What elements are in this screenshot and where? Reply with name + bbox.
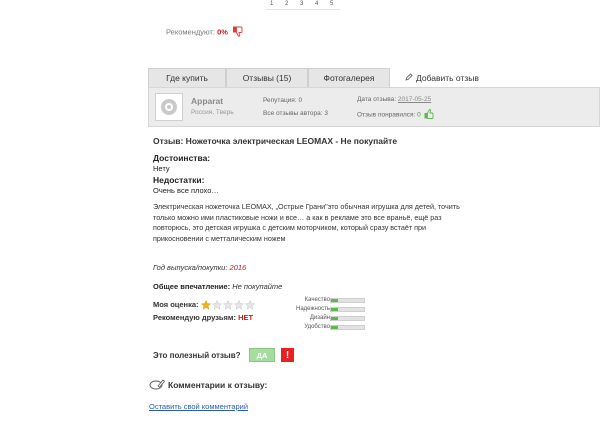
author-all-reviews[interactable]: Все отзывы автора: 3 <box>263 110 328 117</box>
purchase-year-value: 2016 <box>229 263 247 272</box>
criteria-bar <box>330 325 365 330</box>
author-name[interactable]: Apparat <box>191 96 224 106</box>
criteria-bar-fill <box>331 326 338 329</box>
page-link-1[interactable]: 1 <box>270 1 274 7</box>
review-date <box>357 96 431 103</box>
recommend-summary <box>166 26 243 39</box>
useful-question: Это полезный отзыв? <box>153 351 241 360</box>
thumb-down-icon <box>232 26 243 39</box>
leave-comment-link[interactable]: Оставить свой комментарий <box>149 402 249 411</box>
comment-pencil-icon <box>149 378 165 392</box>
criteria-bar-fill <box>331 317 338 320</box>
page-link-2[interactable]: 2 <box>285 1 289 7</box>
my-rating-label: Моя оценка: <box>153 300 199 309</box>
review-date-label: Дата отзыва: <box>357 96 397 103</box>
page-link-5[interactable]: 5 <box>330 1 334 7</box>
tab-add-review-label: Добавить отзыв <box>416 73 479 83</box>
recommend-friends <box>153 313 253 322</box>
advantages-text: Нету <box>153 164 170 173</box>
criteria-bar <box>330 298 365 303</box>
recommend-friends-label: Рекомендую друзьям: <box>153 313 236 322</box>
review-liked <box>357 109 434 121</box>
criteria-label: Удобство <box>304 324 330 330</box>
criteria-label: Качество <box>304 297 330 303</box>
comments-heading-label: Комментарии к отзыву: <box>168 380 268 390</box>
criteria-row <box>280 324 370 332</box>
avatar[interactable] <box>155 93 183 121</box>
page-link-4[interactable]: 4 <box>315 1 319 7</box>
tab-where-to-buy[interactable]: Где купить <box>148 68 226 87</box>
overall-impression <box>153 282 282 291</box>
criteria-bar <box>330 316 365 321</box>
review-liked-count: 0 <box>417 111 421 119</box>
recommend-friends-value: НЕТ <box>238 313 254 322</box>
criteria-label: Дизайн <box>309 315 330 321</box>
criteria-label: Надежность <box>296 306 330 312</box>
recommend-label: Рекомендуют: <box>166 27 215 37</box>
criteria-bar-fill <box>331 299 338 302</box>
purchase-year <box>153 263 246 272</box>
criteria-row <box>280 297 370 305</box>
recommend-percent: 0% <box>217 27 228 37</box>
tab-add-review[interactable] <box>390 68 500 87</box>
thumb-up-icon[interactable] <box>424 109 434 121</box>
review-body: Электрическая ножеточка LEOMAX, „Острые Грани"это обычная игрушка для детей, точить только можно ими пластиковые ножи и все… а как в рекламе это все враньё, ещё раз повторюсь, это детская игрушка с детским моторчиком, который сразу встаёт при прикосновении с метталическим ножем <box>153 202 460 243</box>
criteria-row <box>280 315 370 323</box>
pencil-icon <box>405 73 413 83</box>
review-liked-label: Отзыв понравился: <box>357 111 416 119</box>
purchase-year-label: Год выпуска/покупки: <box>153 263 228 272</box>
author-reputation: Репутация: 0 <box>263 97 303 104</box>
author-info <box>148 87 600 127</box>
comments-heading <box>149 378 267 392</box>
review-title: Отзыв: Ножеточка электрическая LEOMAX - Не покупайте <box>153 136 398 146</box>
tab-bar <box>148 68 600 87</box>
tab-reviews[interactable]: Отзывы (15) <box>226 68 308 87</box>
review-date-value[interactable]: 2017-05-25 <box>397 96 432 103</box>
useful-yes-button[interactable]: ДА <box>249 348 275 362</box>
criteria-row <box>280 306 370 314</box>
overall-impression-label: Общее впечатление: <box>153 282 231 291</box>
disadvantages-heading: Недостатки: <box>153 175 205 185</box>
pagination <box>266 0 340 10</box>
report-button[interactable]: ! <box>281 348 294 362</box>
tab-gallery[interactable]: Фотогалерея <box>308 68 390 87</box>
page-link-3[interactable]: 3 <box>300 1 304 7</box>
default-avatar-icon <box>159 97 179 117</box>
advantages-heading: Достоинства: <box>153 153 211 163</box>
overall-impression-value: Не покупайте <box>232 282 283 291</box>
criteria-bar <box>330 307 365 312</box>
criteria-bar-fill <box>331 308 338 311</box>
author-city: Россия, Тверь <box>191 109 234 116</box>
disadvantages-text: Очень все плохо… <box>153 186 219 195</box>
